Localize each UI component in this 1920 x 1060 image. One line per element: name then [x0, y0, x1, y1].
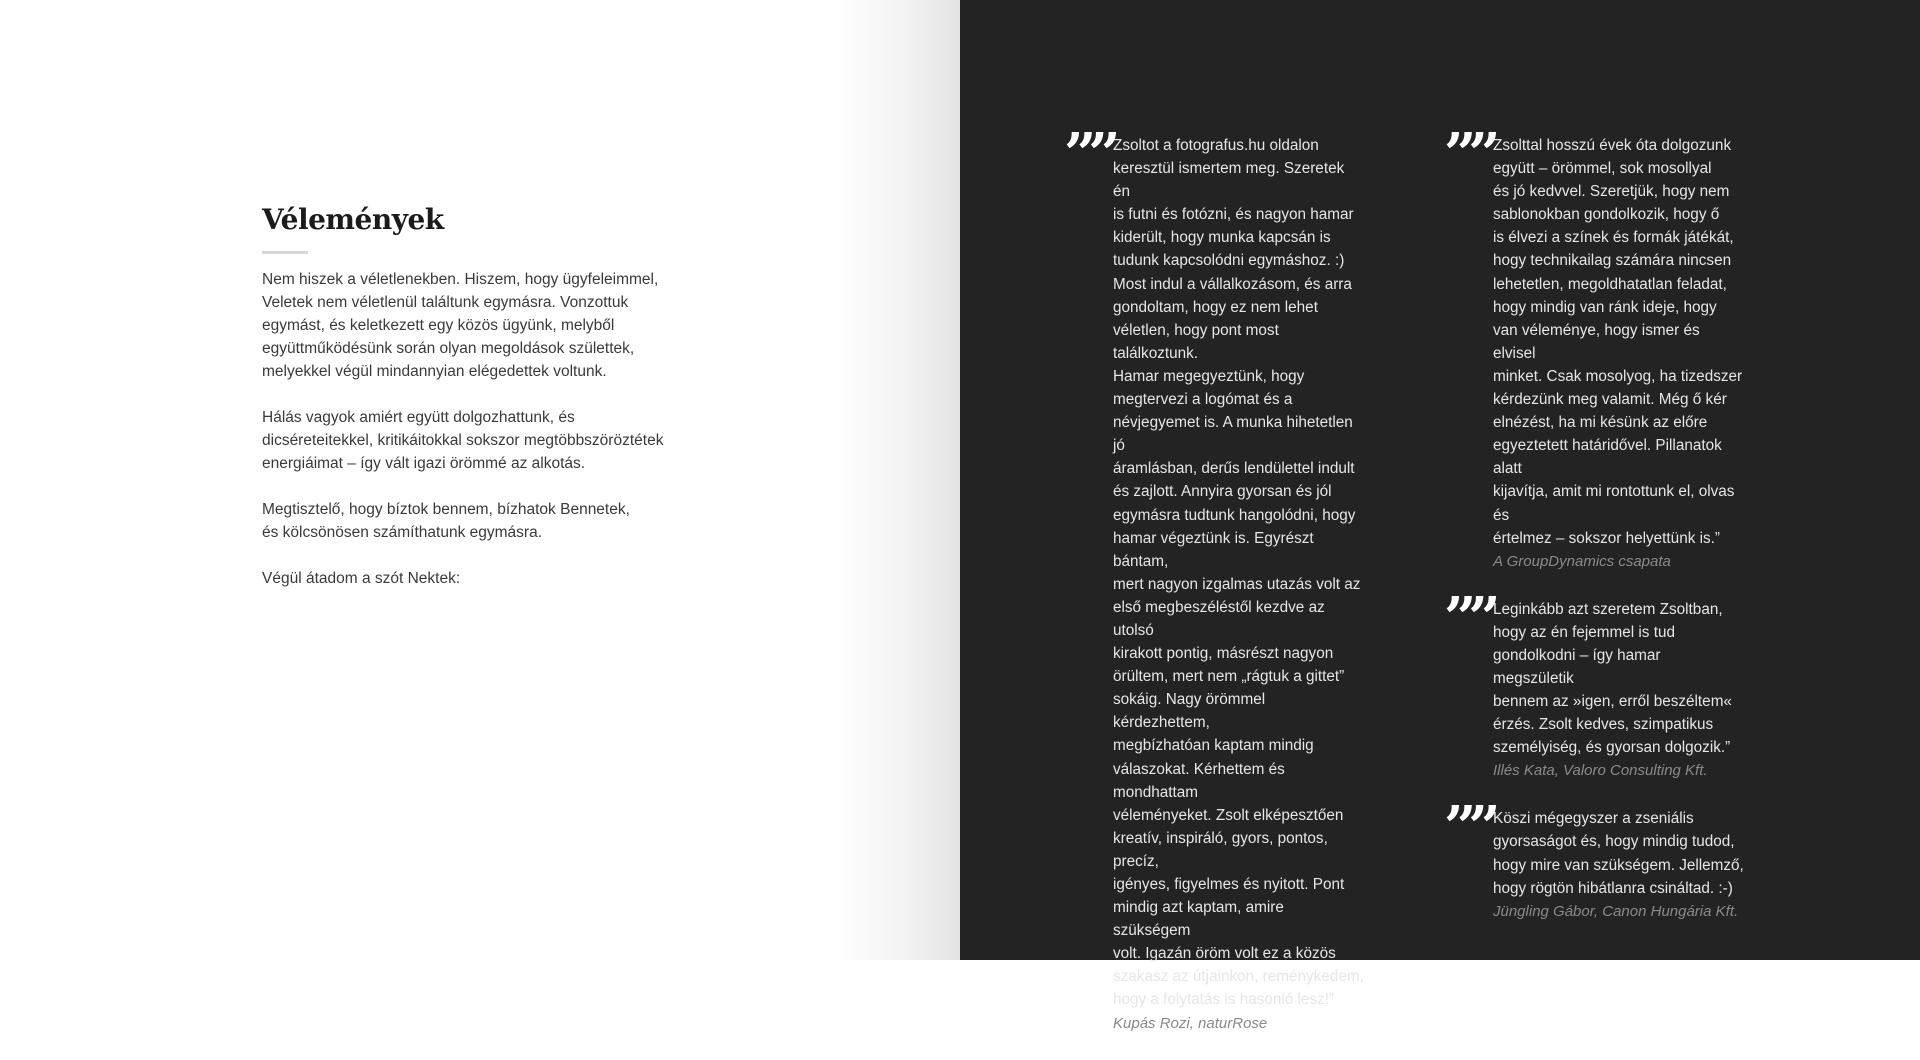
intro-section [262, 200, 732, 613]
testimonial-author: A GroupDynamics csapata [1493, 552, 1671, 570]
page-title: Vélemények [262, 203, 444, 236]
testimonial [1064, 121, 1364, 1035]
quote-mark-icon: ”” [1444, 794, 1493, 861]
testimonial-author: Jüngling Gábor, Canon Hungária Kft. [1493, 902, 1739, 920]
intro-paragraph: Megtisztelő, hogy bíztok bennem, bízhatok Bennetek, és kölcsönösen számíthatunk egymásra. [262, 501, 630, 541]
intro-paragraph: Végül átadom a szót Nektek: [262, 570, 461, 587]
quote-mark-icon: ”” [1444, 584, 1493, 651]
testimonial [1444, 584, 1744, 783]
testimonial-author: Kupás Rozi, naturRose [1113, 1014, 1268, 1032]
testimonial-text: Leginkább azt szeretem Zsoltban, hogy az én fejemmel is tud gondolkodni – így hamar megszületik bennem az »igen, erről beszéltem« érzés. Zsolt kedves, szimpatikus személyiség, és gyorsan dolgozik.” [1493, 600, 1732, 757]
quote-mark-icon: ”” [1064, 121, 1113, 187]
testimonial-column-right [1444, 121, 1744, 948]
testimonial-text: Zsoltot a fotografus.hu oldalon keresztül ismertem meg. Szeretek én is futni és fotózni, és nagyon hamar kiderült, hogy munka kapcsán is tudunk kapcsolódni egymáshoz. :) Most indul a vállalkozásom, és arra gondoltam, hogy ez nem lehet véletlen, hogy pont most találkoztunk. Hamar megegyeztünk, hogy megtervezi a logómat és a névjegyemet is. A munka hihetetlen jó áramlásban, derűs lendülettel indult és zajlott. Annyira gyorsan és jól egymásra tudtunk hangolódni, hogy hamar végeztünk is. Egyrészt bántam, mert nagyon izgalmas utazás volt az első megbeszéléstől kezdve az utolsó kirakott pontig, másrészt nagyon örültem, mert nem „rágtuk a gittet” sokáig. Nagy örömmel kérdezhettem, megbízhatóan kaptam mindig válaszokat. Kérhettem és mondhattam véleményeket. Zsolt elképesztően kreatív, inspiráló, gyors, pontos, precíz, igényes, figyelmes és nyitott. Pont mindig azt kaptam, amire szükségem volt. Igazán öröm volt ez a közös szakasz az útjainkon, reménykedem, hogy a folytatás is hasonló lesz!” [1113, 137, 1364, 1009]
title-underline [262, 251, 308, 254]
testimonial-text: Zsolttal hosszú évek óta dolgozunk együtt – örömmel, sok mosollyal és jó kedvvel. Szeretjük, hogy nem sablonokban gondolkozik, hogy ő is élvezi a színek és formák játékát, hogy technikailag számára nincsen lehetetlen, megoldhatatlan feladat, hogy mindig van ránk ideje, hogy van véleménye, hogy ismer és elvisel minket. Csak mosolyog, ha tizedszer kérdezünk meg valamit. Még ő kér elnézést, ha mi késünk az előre egyeztetett határidővel. Pillanatok alatt kijavítja, amit mi rontottunk el, olvas és értelmez – sokszor helyettünk is.” [1493, 137, 1743, 547]
testimonial-author: Illés Kata, Valoro Consulting Kft. [1493, 762, 1708, 780]
intro-paragraph: Nem hiszek a véletlenekben. Hiszem, hogy ügyfeleimmel, Veletek nem véletlenül találtunk egymásra. Vonzottuk egymást, és keletkezett egy közös ügyünk, melyből együttműködésünk során olyan megoldások születtek, melyekkel végül mindannyian elégedettek voltunk. [262, 271, 659, 380]
testimonial [1444, 794, 1744, 922]
left-page [0, 0, 960, 960]
intro-paragraph: Hálás vagyok amiért együtt dolgozhattunk, és dicséreteitekkel, kritikáitokkal sokszor megtöbbszöröztétek energiáimat – így vált igazi örömmé az alkotás. [262, 409, 664, 472]
testimonial-column-left [1064, 121, 1364, 1060]
testimonial-text: Köszi mégegyszer a zseniális gyorsaságot és, hogy mindig tudod, hogy mire van szükségem. Jellemző, hogy rögtön hibátlanra csináltad. :-) [1493, 810, 1744, 897]
quote-mark-icon: ”” [1444, 121, 1493, 187]
testimonial [1444, 121, 1744, 573]
